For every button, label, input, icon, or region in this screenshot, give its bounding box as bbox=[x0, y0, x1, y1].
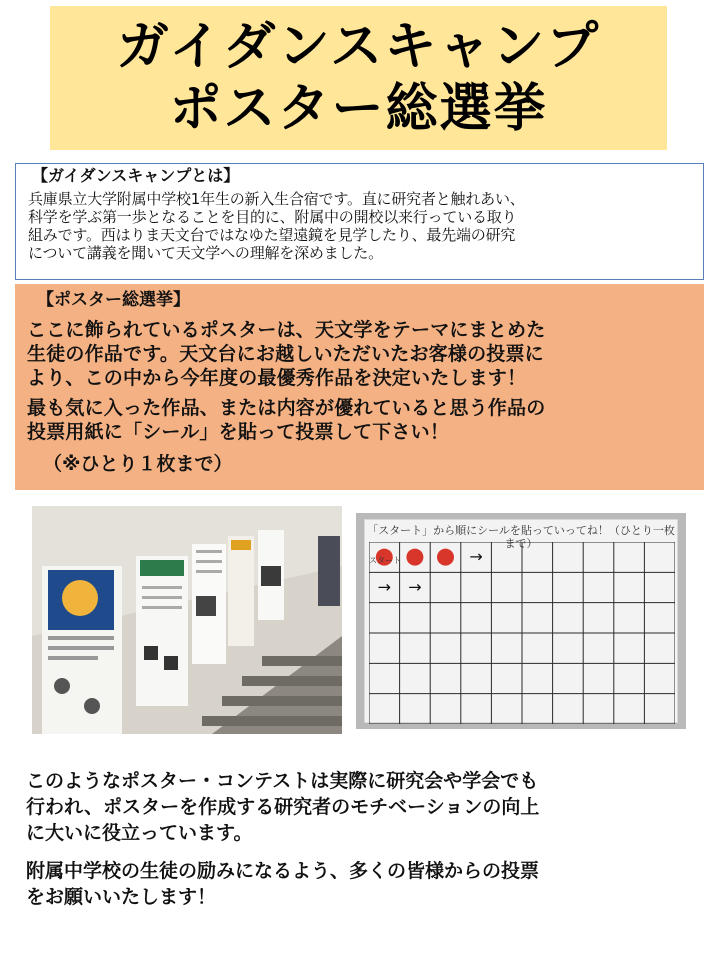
vote-sticker bbox=[437, 549, 454, 566]
guidance-line: について講義を聞いて天文学への理解を深めました。 bbox=[28, 244, 383, 262]
guidance-heading: 【ガイダンスキャンプとは】 bbox=[32, 166, 240, 185]
guidance-box bbox=[15, 163, 704, 280]
closing-line: 行われ、ポスターを作成する研究者のモチベーションの向上 bbox=[26, 796, 540, 818]
election-heading: 【ポスター総選挙】 bbox=[37, 290, 190, 310]
election-line: より、この中から今年度の最優秀作品を決定いたします！ bbox=[27, 367, 527, 389]
arrow-icon: → bbox=[408, 577, 422, 597]
vote-grid bbox=[369, 542, 675, 724]
election-line: 投票用紙に「シール」を貼って投票して下さい！ bbox=[27, 421, 450, 443]
guidance-line: 科学を学ぶ第一歩となることを目的に、附属中の開校以来行っている取り bbox=[28, 208, 517, 226]
start-label: スタート bbox=[369, 556, 401, 565]
election-note: （※ひとり１枚まで） bbox=[43, 453, 233, 475]
closing-paragraph-1 bbox=[26, 768, 706, 846]
closing-line: 附属中学校の生徒の励みになるよう、多くの皆様からの投票 bbox=[26, 860, 540, 882]
election-paragraph-1 bbox=[27, 318, 692, 390]
title-line-2: ポスター総選挙 bbox=[169, 79, 548, 139]
guidance-line: 組みです。西はりま天文台ではなゆた望遠鏡を見学したり、最先端の研究 bbox=[28, 226, 516, 244]
arrow-icon: → bbox=[469, 547, 483, 567]
vote-sheet-photo bbox=[356, 513, 686, 729]
title-line-1: ガイダンスキャンプ bbox=[116, 17, 601, 77]
election-line: ここに飾られているポスターは、天文学をテーマにまとめた bbox=[27, 319, 546, 341]
closing-line: に大いに役立っています。 bbox=[26, 822, 253, 844]
closing-line: このようなポスター・コンテストは実際に研究会や学会でも bbox=[26, 770, 539, 792]
poster-wall-photo bbox=[32, 506, 342, 734]
election-box bbox=[15, 284, 704, 490]
title-banner bbox=[50, 6, 667, 150]
guidance-line: 兵庫県立大学附属中学校1年生の新入生合宿です。直に研究者と触れあい、 bbox=[28, 190, 525, 208]
election-line: 最も気に入った作品、または内容が優れていると思う作品の bbox=[27, 397, 546, 419]
closing-line: をお願いいたします！ bbox=[26, 886, 217, 908]
vote-sticker bbox=[406, 549, 423, 566]
closing-paragraph-2 bbox=[26, 858, 706, 910]
election-paragraph-2 bbox=[27, 396, 692, 444]
election-line: 生徒の作品です。天文台にお越しいただいたお客様の投票に bbox=[27, 343, 544, 365]
guidance-body bbox=[28, 190, 691, 262]
arrow-icon: → bbox=[377, 577, 392, 597]
vote-sheet bbox=[364, 519, 678, 723]
vote-sheet-caption: 「スタート」から順にシールを貼っていってね！（ひとり一枚まで） bbox=[367, 524, 675, 550]
poster-wall-illustration bbox=[32, 506, 342, 734]
